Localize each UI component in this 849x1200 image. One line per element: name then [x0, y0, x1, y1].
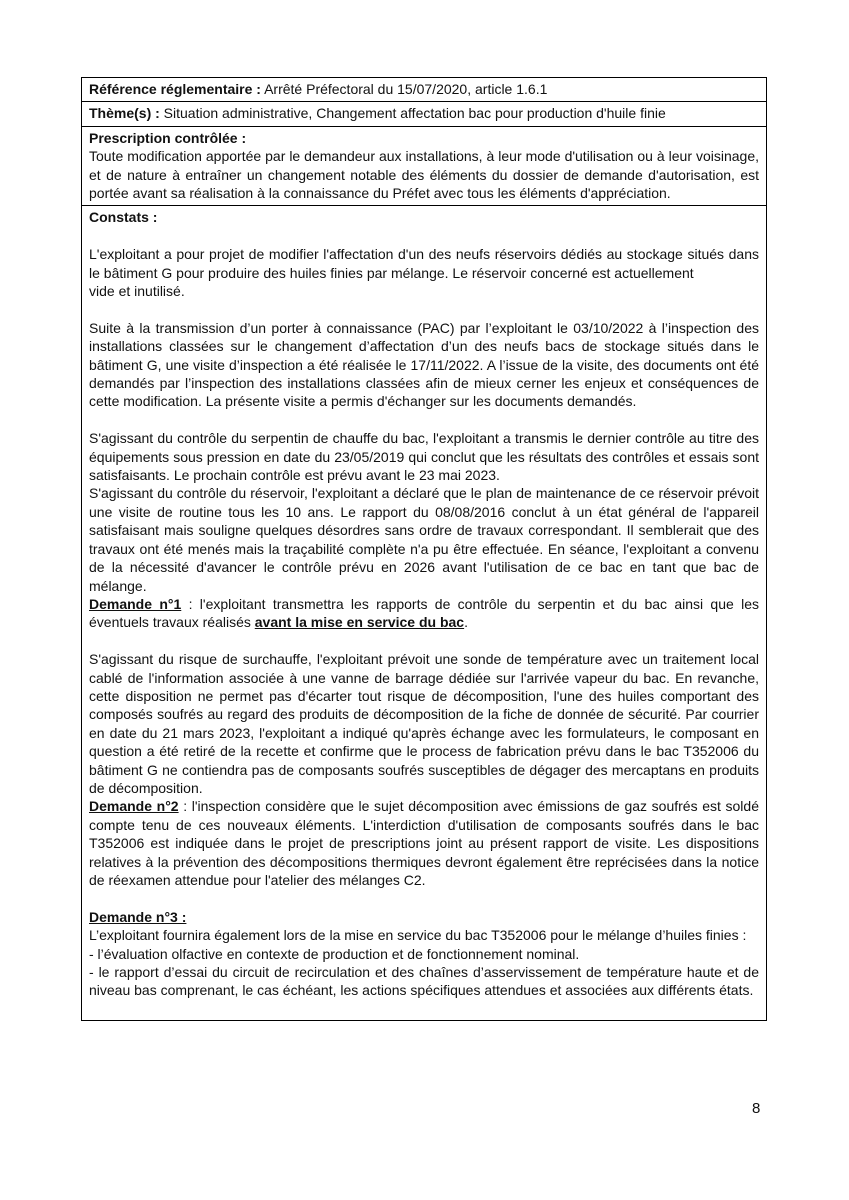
reference-row — [82, 78, 767, 102]
constats-paragraph-1-tail: vide et inutilisé. — [89, 283, 185, 300]
constats-paragraph-4: S'agissant du contrôle du réservoir, l'exploitant a déclaré que le plan de maintenance de ce réservoir prévoit une visite de routine tous les 10 ans. Le rapport du 08/08/2016 conclut à un état général de l'appareil satisfaisant mais souligne quelques désordres sans ordre de travaux correspondant. Il semblerait que des travaux ont été menés mais la traçabilité complète n'a pu être effectuée. En séance, l'exploitant a convenu de la nécessité d'avancer le contrôle prévu en 2026 avant l'utilisation de ce bac en tant que bac de mélange. — [89, 485, 759, 594]
themes-row — [82, 102, 767, 126]
reference-label: Référence réglementaire : — [89, 81, 261, 97]
prescription-text: Toute modification apportée par le demandeur aux installations, à leur mode d'utilisation ou à leur voisinage, et de nature à entraîner un changement notable des éléments du dossier de demande d'autorisation, est portée avant sa réalisation à la connaissance du Préfet avec tous les éléments d'appréciation. — [89, 148, 759, 202]
demande-2-label: Demande n°2 — [89, 798, 179, 815]
constats-paragraph-5: S'agissant du risque de surchauffe, l'exploitant prévoit une sonde de température avec un traitement local cablé de l'information associée à une vanne de barrage dédiée sur l'arrivée vapeur du bac. En revanche, cette disposition ne permet pas d'écarter tout risque de décomposition, l'une des huiles comportant des composés soufrés au regard des produits de décomposition de la fiche de donnée de sécurité. Par courrier en date du 21 mars 2023, l'exploitant a indiqué qu'après échange avec les formulateurs, le composant en question a été retiré de la recette et confirme que le process de fabrication prévu dans le bac T352006 du bâtiment G ne contiendra pas de composants soufrés susceptibles de dégager des mercaptans en produits de décomposition. — [89, 651, 759, 796]
constats-paragraph-1: L'exploitant a pour projet de modifier l'affectation d'un des neufs réservoirs dédiés au stockage situés dans le bâtiment G pour produire des huiles finies par mélange. Le réservoir concerné est actuellement — [89, 246, 759, 281]
constats-paragraph-3: S'agissant du contrôle du serpentin de chauffe du bac, l'exploitant a transmis le dernier contrôle au titre des équipements sous pression en date du 23/05/2019 qui conclut que les résultats des contrôles et essais sont satisfaisants. Le prochain contrôle est prévu avant le 23 mai 2023. — [89, 430, 759, 484]
constats-row — [82, 206, 767, 1020]
demande-3-label: Demande n°3 : — [89, 908, 187, 925]
inspection-table — [81, 77, 767, 1021]
reference-value: Arrêté Préfectoral du 15/07/2020, article 1.6.1 — [260, 81, 548, 97]
demande-1 — [89, 595, 759, 632]
demande-1-label: Demande n°1 — [89, 595, 182, 612]
themes-label: Thème(s) : — [89, 105, 160, 122]
constats-cell — [82, 206, 767, 1020]
prescription-label: Prescription contrôlée : — [89, 129, 247, 146]
themes-value: Situation administrative, Changement affectation bac pour production d'huile finie — [159, 105, 666, 122]
demande-1-end: . — [464, 614, 468, 631]
demande-1-text: : l'exploitant transmettra les rapports de contrôle du serpentin et du bac ainsi que les éventuels travaux réalisés — [89, 595, 759, 631]
demande-2 — [89, 797, 759, 889]
demande-1-emphasis: avant la mise en service du bac — [254, 614, 465, 631]
constats-paragraph-2: Suite à la transmission d’un porter à connaissance (PAC) par l’exploitant le 03/10/2022 à l’inspection des installations classées sur le changement d’affectation d’un des neufs bacs de stockage situés dans le bâtiment G, une visite d’inspection a été réalisée le 17/11/2022. A l’issue de la visite, des documents ont été demandés par l’inspection des installations classées afin de mieux cerner les enjeux et conséquences de cette modification. La présente visite a permis d'échanger sur les documents demandés. — [89, 319, 759, 410]
prescription-cell — [82, 126, 767, 206]
demande-3-text: L’exploitant fournira également lors de la mise en service du bac T352006 pour le mélange d’huiles finies : — [89, 927, 747, 944]
page-number: 8 — [752, 1100, 761, 1117]
demande-3-item-1: - l’évaluation olfactive en contexte de production et de fonctionnement nominal. — [89, 945, 580, 962]
themes-cell — [82, 102, 767, 126]
reference-cell — [82, 78, 767, 102]
prescription-row — [82, 126, 767, 206]
demande-2-text: : l'inspection considère que le sujet décomposition avec émissions de gaz soufrés est soldé compte tenu de ces nouveaux éléments. L'interdiction d'utilisation de composants soufrés dans le bac T352006 est indiquée dans le projet de prescriptions joint au présent rapport de visite. Les dispositions relatives à la prévention des décompositions thermiques devront également être reprécisées dans la notice de réexamen attendue pour l'atelier des mélanges C2. — [89, 798, 759, 888]
demande-3-item-2: - le rapport d’essai du circuit de recirculation et des chaînes d’asservissement de température haute et de niveau bas comprenant, le cas échéant, les actions spécifiques attendues et associées aux différents états. — [89, 964, 759, 999]
constats-label: Constats : — [89, 209, 158, 226]
